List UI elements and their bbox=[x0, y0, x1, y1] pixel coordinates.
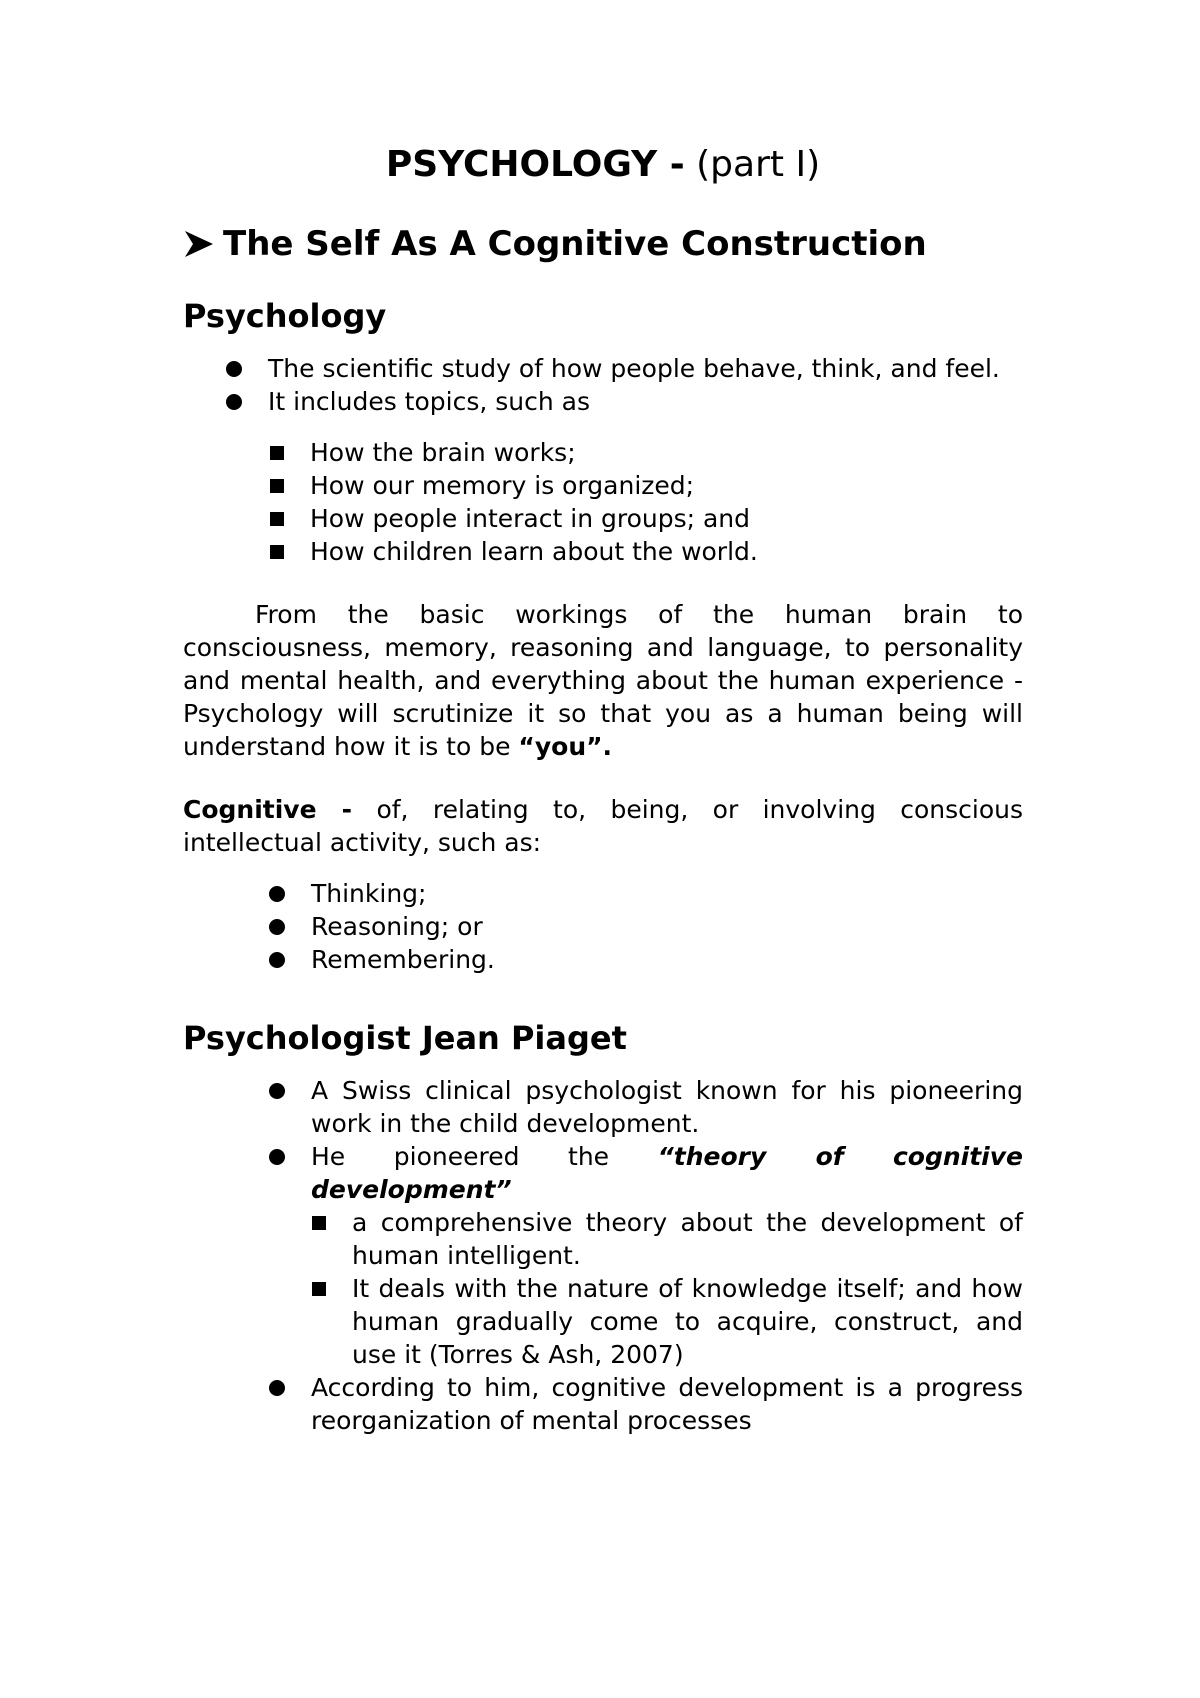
cognitive-definition: Cognitive - of, relating to, being, or involving conscious intellectual activity, such as: bbox=[183, 795, 1024, 857]
round-bullet-icon bbox=[269, 952, 285, 968]
round-bullet-icon bbox=[226, 394, 242, 410]
list-item: It includes topics, such as bbox=[268, 385, 1023, 418]
cognitive-term: Cognitive - bbox=[183, 795, 353, 824]
list-item: How people interact in groups; and bbox=[310, 502, 1023, 535]
list-item: Reasoning; or bbox=[311, 910, 1023, 943]
page-title bbox=[183, 140, 1023, 190]
arrow-bullet-icon bbox=[183, 229, 215, 259]
list-item: It deals with the nature of knowledge itself; and how human gradually come to acquire, construct, and use it (Torres & Ash, 2007) bbox=[352, 1272, 1023, 1371]
list-item: Remembering. bbox=[311, 943, 1023, 976]
document-content bbox=[183, 140, 1023, 1437]
theory-emphasis: “theory of cognitive development” bbox=[311, 1142, 1023, 1204]
list-item: How children learn about the world. bbox=[310, 535, 1023, 568]
round-bullet-icon bbox=[269, 1149, 285, 1165]
round-bullet-icon bbox=[269, 1083, 285, 1099]
piaget-list bbox=[183, 1074, 1023, 1437]
round-bullet-icon bbox=[226, 361, 242, 377]
square-bullet-icon bbox=[270, 446, 284, 460]
list-item: Thinking; bbox=[311, 877, 1023, 910]
list-item: According to him, cognitive development is a progress reorganization of mental processes bbox=[311, 1371, 1023, 1437]
you-emphasis: “you”. bbox=[518, 732, 613, 761]
list-item: A Swiss clinical psychologist known for his pioneering work in the child development. bbox=[311, 1074, 1023, 1140]
title-bold: PSYCHOLOGY - bbox=[385, 144, 685, 185]
round-bullet-icon bbox=[269, 919, 285, 935]
title-part: (part I) bbox=[696, 144, 821, 185]
square-bullet-icon bbox=[270, 512, 284, 526]
psychology-paragraph: From the basic workings of the human brain to consciousness, memory, reasoning and language, to personality and mental health, and everything about the human experience - Psychology will scrutinize it so that you as a human being will understand how it is to be “you”. bbox=[183, 600, 1023, 761]
list-item: a comprehensive theory about the development of human intelligent. bbox=[352, 1206, 1023, 1272]
psychology-bullets bbox=[183, 352, 1023, 418]
list-item: He pioneered the “theory of cognitive development” bbox=[311, 1140, 1023, 1206]
list-item: How the brain works; bbox=[310, 436, 1023, 469]
round-bullet-icon bbox=[269, 886, 285, 902]
list-item: How our memory is organized; bbox=[310, 469, 1023, 502]
list-item: The scientific study of how people behave, think, and feel. bbox=[268, 352, 1023, 385]
round-bullet-icon bbox=[269, 1380, 285, 1396]
square-bullet-icon bbox=[312, 1282, 326, 1296]
piaget-heading: Psychologist Jean Piaget bbox=[183, 1019, 627, 1057]
cognitive-list bbox=[183, 877, 1023, 976]
section-heading-text: The Self As A Cognitive Construction bbox=[223, 224, 927, 264]
square-bullet-icon bbox=[270, 545, 284, 559]
square-bullet-icon bbox=[312, 1216, 326, 1230]
section-heading bbox=[183, 220, 1023, 268]
square-bullet-icon bbox=[270, 479, 284, 493]
psychology-heading: Psychology bbox=[183, 297, 387, 335]
topics-list bbox=[183, 436, 1023, 568]
